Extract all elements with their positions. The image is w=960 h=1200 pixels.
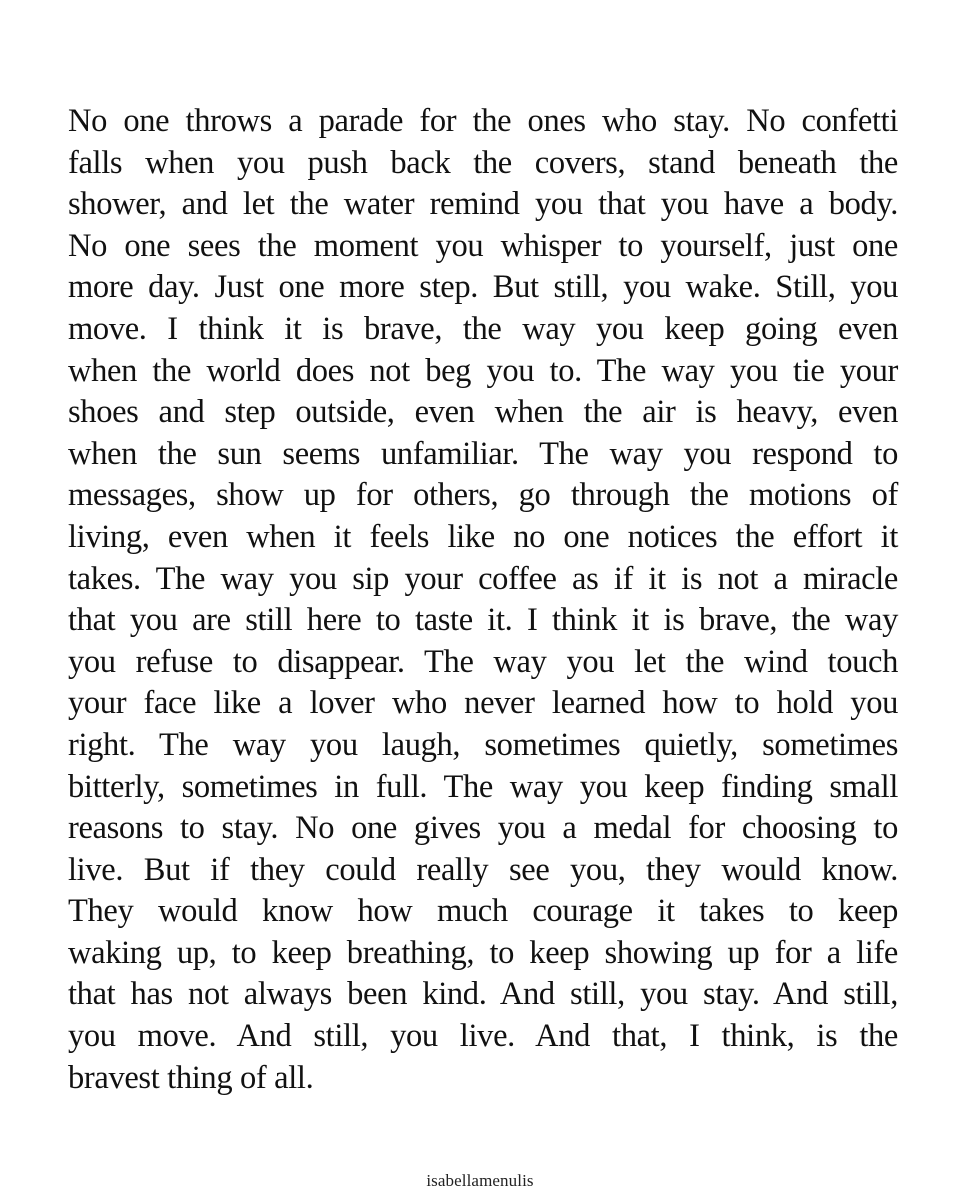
- author-signature: isabellamenulis: [426, 1171, 534, 1190]
- poem-line: move. I think it is brave, the way you keep going even: [68, 310, 898, 347]
- poem-line: you move. And still, you live. And that, I think, is the: [68, 1018, 898, 1055]
- poem-line: when the world does not beg you to. The way you tie your: [68, 352, 898, 389]
- poem-line-final: bravest thing of all.: [68, 1059, 314, 1096]
- poem-line: live. But if they could really see you, they would know.: [68, 851, 898, 888]
- poem-line: when the sun seems unfamiliar. The way you respond to: [68, 435, 898, 472]
- poem-line: takes. The way you sip your coffee as if it is not a miracle: [68, 560, 898, 597]
- poem-line: shower, and let the water remind you that you have a body.: [68, 186, 898, 223]
- poem-line: you refuse to disappear. The way you let the wind touch: [68, 643, 898, 680]
- poem-line: messages, show up for others, go through the motions of: [68, 477, 898, 514]
- poem-line: more day. Just one more step. But still, you wake. Still, you: [68, 269, 898, 306]
- poem-line: that has not always been kind. And still, you stay. And still,: [68, 976, 898, 1013]
- poem-line: reasons to stay. No one gives you a medal for choosing to: [68, 810, 898, 847]
- poem-line: that you are still here to taste it. I think it is brave, the way: [68, 602, 898, 639]
- poem-text-block: [68, 101, 898, 1099]
- poem-line: shoes and step outside, even when the air is heavy, even: [68, 394, 898, 431]
- poem-line: They would know how much courage it takes to keep: [68, 893, 898, 930]
- poem-line: bitterly, sometimes in full. The way you keep finding small: [68, 768, 898, 805]
- poem-line: living, even when it feels like no one notices the effort it: [68, 518, 898, 555]
- poem-line: waking up, to keep breathing, to keep showing up for a life: [68, 934, 898, 971]
- poem-line: right. The way you laugh, sometimes quietly, sometimes: [68, 726, 898, 763]
- poem-line: No one sees the moment you whisper to yourself, just one: [68, 227, 898, 264]
- poem-line: No one throws a parade for the ones who stay. No confetti: [68, 103, 898, 139]
- poem-line: falls when you push back the covers, stand beneath the: [68, 144, 898, 181]
- poem-line: your face like a lover who never learned how to hold you: [68, 685, 898, 722]
